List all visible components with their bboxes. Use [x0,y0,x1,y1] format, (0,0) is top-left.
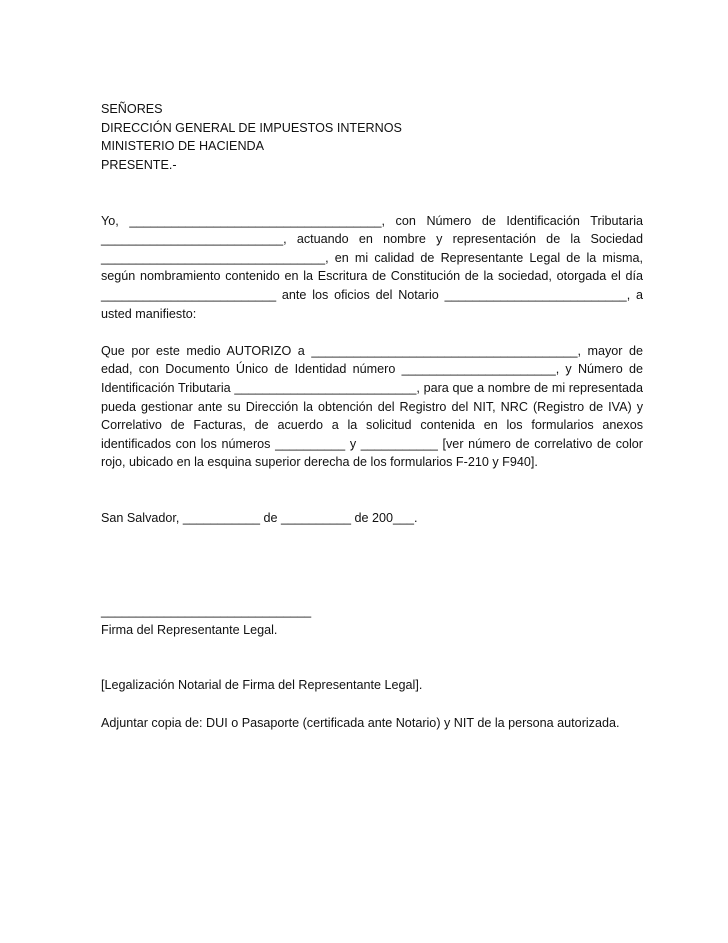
addressee-line-4: PRESENTE.- [101,157,177,172]
spacer [101,639,643,676]
attachment-note: Adjuntar copia de: DUI o Pasaporte (certificada ante Notario) y NIT de la persona autorizada. [101,715,620,730]
identification-paragraph: Yo, ____________________________________, con Número de Identificación Tributaria __________________________, actuando en nombre y representación de la Sociedad ________________________________, en mi calidad de Representante Legal de la misma, según nombramiento contenido en la Escritura de Constitución de la sociedad, otorgada el día _________________________ ante los oficios del Notario __________________________, a usted manifiesto: [101,213,643,321]
signature-label: Firma del Representante Legal. [101,622,278,637]
spacer [101,323,643,342]
spacer [101,472,643,509]
signature-line: ______________________________ [101,604,312,619]
legalization-note: [Legalización Notarial de Firma del Representante Legal]. [101,678,423,693]
authorization-paragraph: Que por este medio AUTORIZO a ______________________________________, mayor de edad, con Documento Único de Identidad número ______________________, y Número de Identificación Tributaria __________________________, para que a nombre de mi representada pueda gestionar ante su Dirección la obtención del Registro del NIT, NRC (Registro de IVA) y Correlativo de Facturas, de acuerdo a la solicitud contenida en los formularios anexos identificados con los números __________ y ___________ [ver número de correlativo de color rojo, ubicado en la esquina superior derecha de los formularios F-210 y F940]. [101,343,643,470]
addressee-line-3: MINISTERIO DE HACIENDA [101,139,265,154]
spacer [101,528,643,602]
place-date-line: San Salvador, ___________ de __________ de 200___. [101,511,418,526]
addressee-line-2: DIRECCIÓN GENERAL DE IMPUESTOS INTERNOS [101,120,402,135]
addressee-line-1: SEÑORES [101,102,163,116]
document-page [101,100,643,732]
spacer [101,174,643,211]
spacer [101,695,643,714]
